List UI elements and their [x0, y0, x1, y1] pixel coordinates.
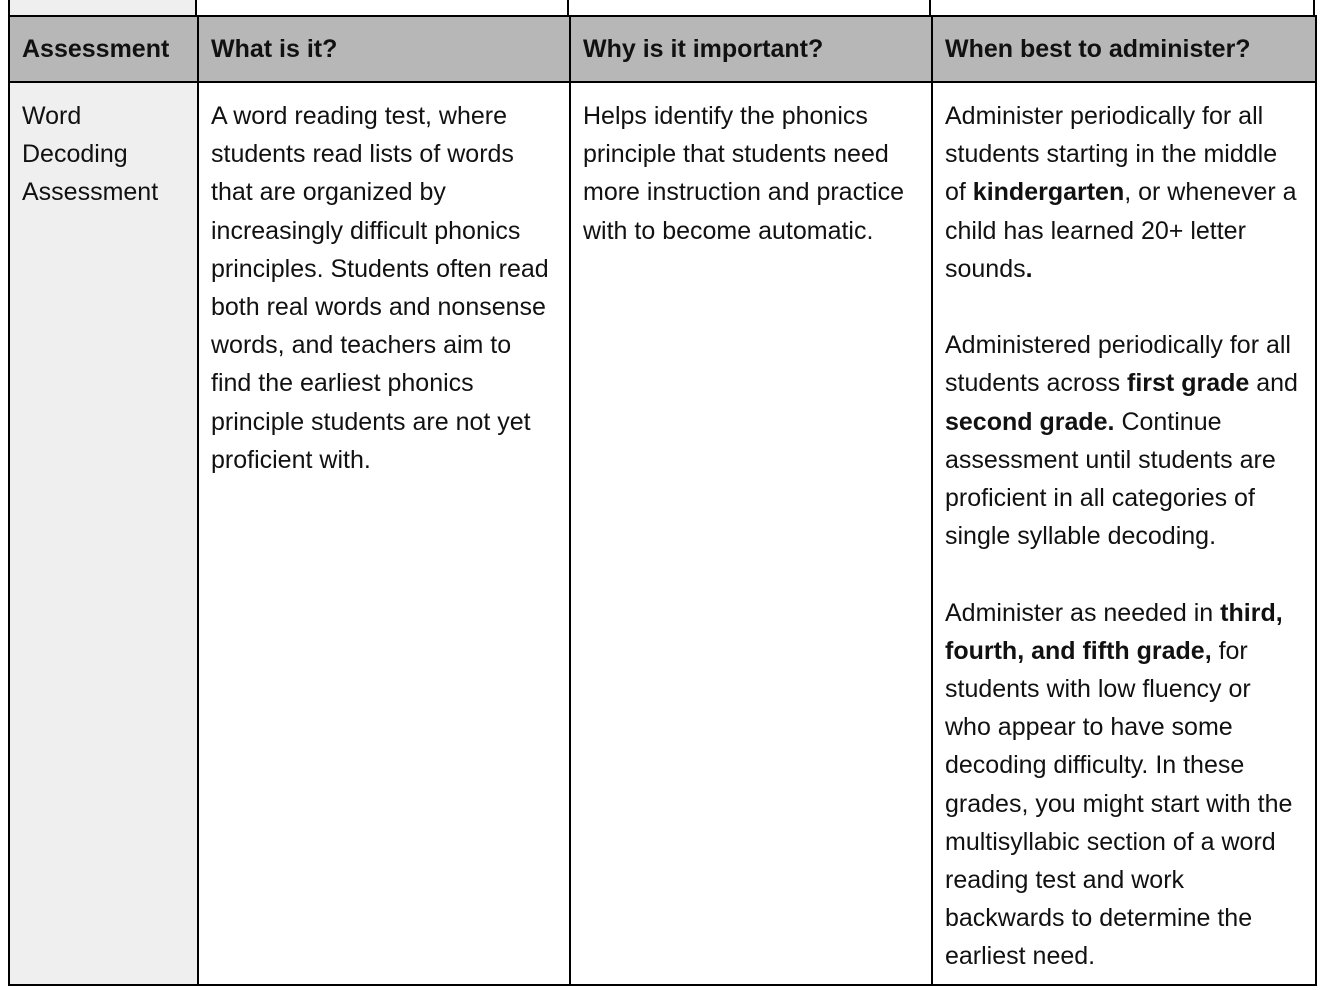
header-when-administer: When best to administer? [932, 16, 1316, 82]
assessment-name: Word Decoding Assessment [22, 102, 159, 207]
assessment-table [8, 15, 1317, 986]
cell-why-important [570, 82, 932, 985]
table-row [9, 82, 1316, 985]
cell-what-is-it [198, 82, 570, 985]
previous-row-edge [8, 0, 1315, 16]
kindergarten-emphasis: kindergarten [972, 178, 1125, 207]
when-paragraph-kindergarten: Administer periodically for all students starting in the middle of kindergarten, or whenever a child has learned 20+ letter sounds. [945, 102, 1297, 283]
what-is-it-text: A word reading test, where students read lists of words that are organized by increasingly difficult phonics principles. Students often read both real words and nonsense words, and teachers aim to find the earliest phonics principle students are not yet proficient with. [211, 102, 549, 474]
header-what-is-it: What is it? [198, 16, 570, 82]
why-important-text: Helps identify the phonics principle that students need more instruction and practice with to become automatic. [583, 102, 904, 245]
cell-when-administer [932, 82, 1316, 985]
first-grade-emphasis: first grade [1127, 369, 1250, 398]
header-assessment: Assessment [9, 16, 198, 82]
when-paragraph-first-second: Administered periodically for all students across first grade and second grade. Continue assessment until students are proficient in all categories of single syllable decoding. [945, 331, 1298, 551]
second-grade-emphasis: second grade. [945, 407, 1115, 436]
header-why-important: Why is it important? [570, 16, 932, 82]
cell-assessment-name [9, 82, 198, 985]
when-paragraph-upper-grades: Administer as needed in third, fourth, and fifth grade, for students with low fluency or who appear to have some decoding difficulty. In these grades, you might start with the multisyllabic section of a word reading test and work backwards to determine the earliest need. [945, 598, 1293, 971]
upper-grades-emphasis: third, fourth, and fifth grade, [945, 598, 1283, 665]
table-header-row [9, 16, 1316, 82]
